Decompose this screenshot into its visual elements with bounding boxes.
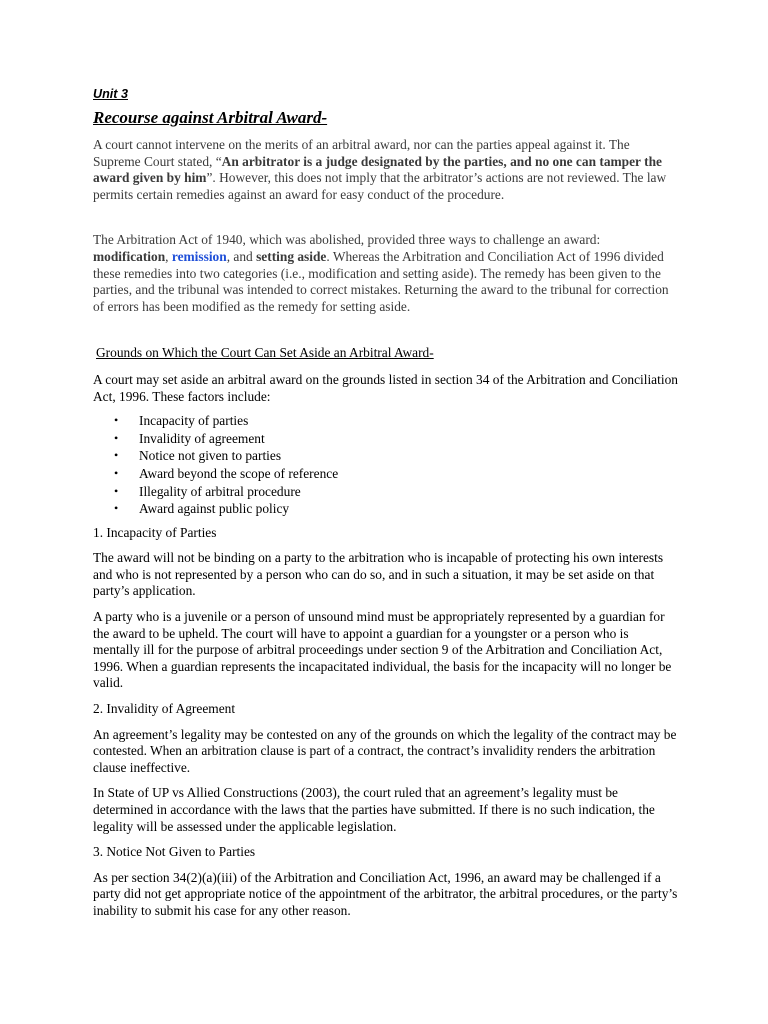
bullet-icon: • (114, 501, 119, 516)
intro-bold-quote: An arbitrator is a judge designated by the parties, and no one can tamper the award given by him (93, 153, 662, 186)
paragraph-invalidity-1: An agreement’s legality may be contested on any of the grounds on which the legality of the contract may be contested. When an arbitration clause is part of a contract, the contract’s invalidity renders the arbitration clause ineffective. (93, 726, 677, 775)
list-item (93, 412, 678, 430)
factors-list (93, 412, 678, 518)
list-item-text: Invalidity of agreement (139, 430, 265, 446)
bullet-icon: • (114, 413, 119, 428)
list-item-text: Award beyond the scope of reference (139, 465, 339, 481)
document-page (93, 86, 678, 929)
list-item-text: Illegality of arbitral procedure (139, 483, 301, 499)
list-item (93, 500, 678, 518)
act-1940-paragraph (93, 232, 678, 315)
list-item (93, 430, 678, 448)
bullet-icon: • (114, 448, 119, 463)
act-text-2: . Whereas the Arbitration and Conciliation Act of 1996 divided these remedies into two categories (i.e., modification and setting aside). The remedy has been given to the parties, and the tribunal was intended to correct mistakes. Returning the award to the tribunal for correction of errors has been modified as the remedy for setting aside. (93, 248, 669, 314)
list-item (93, 447, 678, 465)
paragraph-invalidity-2: In State of UP vs Allied Constructions (2003), the court ruled that an agreement’s legality must be determined in accordance with the laws that the parties have submitted. If there is no such indication, the legality will be assessed under the applicable legislation. (93, 785, 655, 834)
list-item-text: Notice not given to parties (139, 448, 282, 464)
page-title: Recourse against Arbitral Award- (93, 108, 328, 127)
paragraph-incapacity-1: The award will not be binding on a party to the arbitration who is incapable of protecting his own interests and who is not represented by a person who can do so, and in such a situation, it may be set aside on that party’s application. (93, 550, 664, 599)
list-item (93, 483, 678, 501)
list-item-text: Award against public policy (139, 501, 290, 517)
section-heading-invalidity: 2. Invalidity of Agreement (93, 701, 236, 717)
intro-paragraph (93, 137, 678, 203)
act-sep-2: , and (226, 248, 257, 264)
section-heading-notice: 3. Notice Not Given to Parties (93, 844, 256, 860)
intro-text-2: ”. However, this does not imply that the arbitrator’s actions are not reviewed. The law permits certain remedies against an award for easy conduct of the procedure. (93, 170, 667, 202)
remission-link[interactable]: remission (171, 248, 227, 264)
act-text-1: The Arbitration Act of 1940, which was abolished, provided three ways to challenge an award: (93, 232, 601, 248)
bullet-icon: • (114, 465, 119, 480)
act-sep-1: , (165, 248, 172, 264)
grounds-heading: Grounds on Which the Court Can Set Aside an Arbitral Award- (96, 345, 434, 361)
setting-aside-term: setting aside (256, 248, 327, 264)
paragraph-notice-1: As per section 34(2)(a)(iii) of the Arbitration and Conciliation Act, 1996, an award may be challenged if a party did not get appropriate notice of the appointment of the arbitrator, the arbitral procedures, or the party’s inability to submit his case for any other reason. (93, 869, 678, 918)
section-heading-incapacity: 1. Incapacity of Parties (93, 524, 217, 540)
list-item-text: Incapacity of parties (139, 413, 249, 429)
list-item (93, 465, 678, 483)
bullet-icon: • (114, 430, 119, 445)
modification-term: modification (93, 248, 166, 264)
paragraph-incapacity-2: A party who is a juvenile or a person of unsound mind must be appropriately represented by a guardian for the award to be upheld. The court will have to appoint a guardian for a youngster or a person who is mentally ill for the purpose of arbitral proceedings under section 9 of the Arbitration and Conciliation Act, 1996. When a guardian represents the incapacitated individual, the basis for the incapacity will no longer be valid. (93, 609, 672, 691)
grounds-intro-paragraph: A court may set aside an arbitral award on the grounds listed in section 34 of the Arbitration and Conciliation Act, 1996. These factors include: (93, 371, 678, 404)
unit-label: Unit 3 (93, 87, 128, 101)
intro-text-1: A court cannot intervene on the merits of an arbitral award, nor can the parties appeal against it. The Supreme Court stated, “ (93, 137, 630, 169)
bullet-icon: • (114, 483, 119, 498)
